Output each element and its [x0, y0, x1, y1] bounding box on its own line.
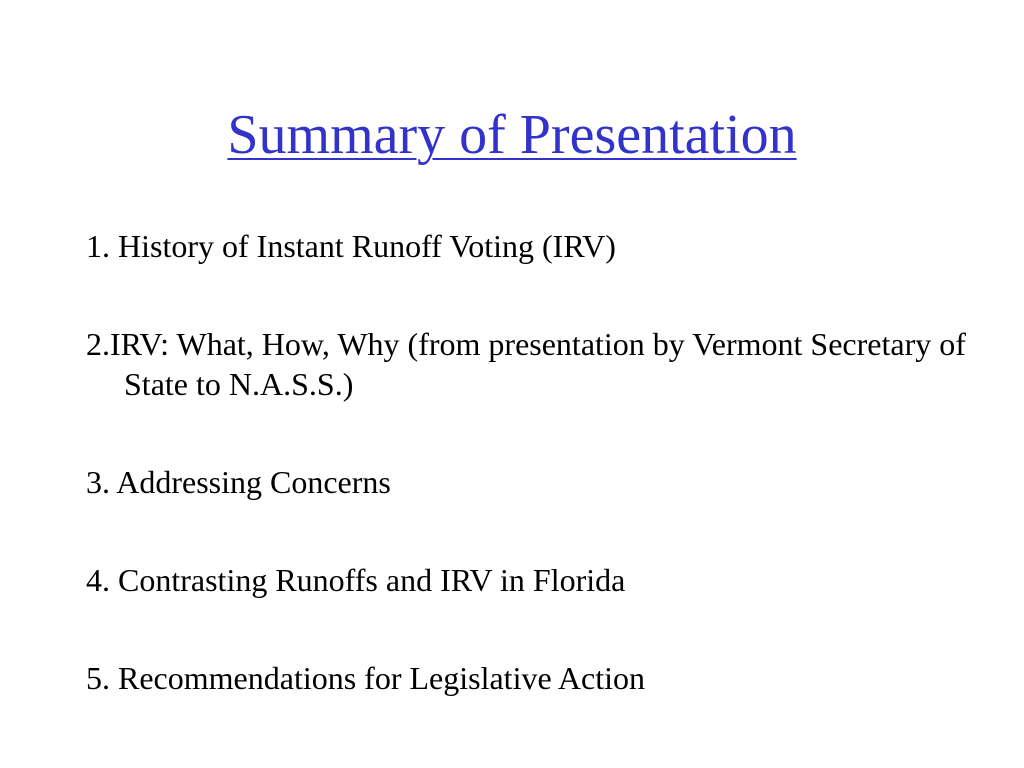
agenda-item-1: 1. History of Instant Runoff Voting (IRV)	[86, 228, 616, 264]
slide-title	[0, 100, 1024, 170]
slide-title-link[interactable]: Summary of Presentation	[227, 104, 797, 166]
agenda-item-2: 2.IRV: What, How, Why (from presentation by Vermont Secretary of State to N.A.S.S.)	[86, 326, 966, 402]
agenda-list	[86, 226, 986, 756]
agenda-item-3: 3. Addressing Concerns	[86, 464, 391, 500]
agenda-item-4: 4. Contrasting Runoffs and IRV in Florida	[86, 562, 626, 598]
agenda-item-5: 5. Recommendations for Legislative Action	[86, 660, 645, 696]
